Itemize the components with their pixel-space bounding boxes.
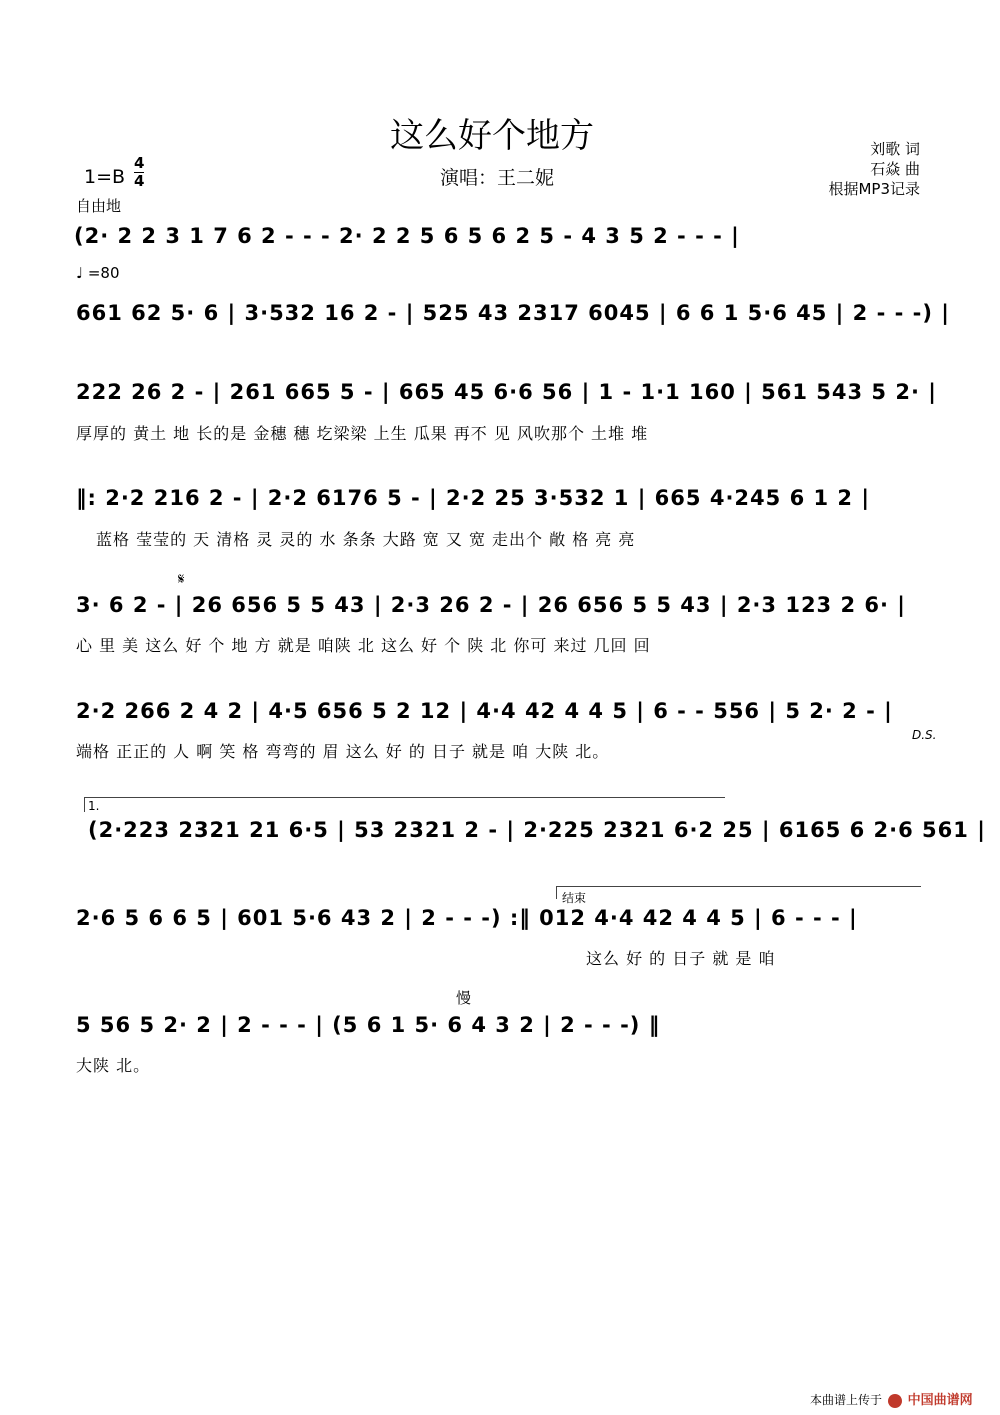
footer-watermark [810,1389,973,1408]
system-5-notes: 3· 6 2 - | 26 656 5 5 43 | 2·3 26 2 - | 26 656 5 5 43 | 2·3 123 2 6· | [76,593,906,617]
segno-icon: 𝄋 [178,570,185,588]
system-9-lyrics: 大陕 北。 [76,1056,151,1075]
time-sig-top: 4 [134,154,145,172]
footer-text: 本曲谱上传于 [810,1393,883,1407]
tempo-value: =80 [87,264,120,282]
system-5-lyrics: 心 里 美 这么 好 个 地 方 就是 咱陕 北 这么 好 个 陕 北 你可 来过 几回 回 [76,636,651,655]
composer-credit: 石焱 曲 [870,160,920,178]
volta-1-bracket [84,797,725,812]
transcription-note: 根据MP3记录 [828,180,920,198]
system-1-notes: (2· 2 2 3 1 7 6 2 - - - 2· 2 2 5 6 5 6 2 5 - 4 3 5 2 - - - | [74,224,740,248]
tempo-marking [76,264,120,282]
system-4-lyrics: 蓝格 莹莹的 天 清格 灵 灵的 水 条条 大路 宽 又 宽 走出个 敞 格 亮 亮 [96,530,636,549]
system-4-notes: ‖: 2·2 216 2 - | 2·2 6176 5 - | 2·2 25 3·532 1 | 665 4·245 6 1 2 | [76,486,871,510]
system-6-notes: 2·2 266 2 4 2 | 4·5 656 5 2 12 | 4·4 42 4 4 5 | 6 - - 556 | 5 2· 2 - | [76,699,893,723]
volta-1-label: 1. [88,799,100,813]
key-signature: 1=B [84,166,126,188]
quarter-note-icon: ♩ [76,264,84,282]
ds-marking: D.S. [912,728,937,742]
song-title: 这么好个地方 [390,116,594,156]
lyricist-credit: 刘歌 词 [870,140,920,158]
system-3-lyrics: 厚厚的 黄土 地 长的是 金穗 穗 圪梁梁 上生 瓜果 再不 见 风吹那个 土堆 堆 [76,424,649,443]
footer-site-name: 中国曲谱网 [907,1393,973,1408]
system-8-lyrics: 这么 好 的 日子 就 是 咱 [586,949,776,968]
time-signature [134,155,144,190]
tempo-free-marking: 自由地 [76,197,122,215]
system-8-notes: 2·6 5 6 6 5 | 601 5·6 43 2 | 2 - - -) :‖ 012 4·4 42 4 4 5 | 6 - - - | [76,906,858,930]
system-3-notes: 222 26 2 - | 261 665 5 - | 665 45 6·6 56 | 1 - 1·1 160 | 561 543 5 2· | [76,380,937,404]
system-2-notes: 661 62 5· 6 | 3·532 16 2 - | 525 43 2317 6045 | 6 6 1 5·6 45 | 2 - - -) | [76,301,950,325]
singer-credit: 演唱：王二妮 [440,167,555,189]
system-9-notes: 5 56 5 2· 2 | 2 - - - | (5 6 1 5· 6 4 3 2 | 2 - - -) ‖ [76,1013,661,1037]
time-sig-bottom: 4 [134,172,145,190]
system-6-lyrics: 端格 正正的 人 啊 笑 格 弯弯的 眉 这么 好 的 日子 就是 咱 大陕 北。 [76,742,610,761]
site-logo-icon [888,1394,902,1408]
slow-marking: 慢 [456,989,472,1007]
ending-bracket [556,886,921,899]
system-7-notes: (2·223 2321 21 6·5 | 53 2321 2 - | 2·225 2321 6·2 25 | 6165 6 2·6 561 | [88,818,986,842]
ending-label: 结束 [562,891,587,905]
